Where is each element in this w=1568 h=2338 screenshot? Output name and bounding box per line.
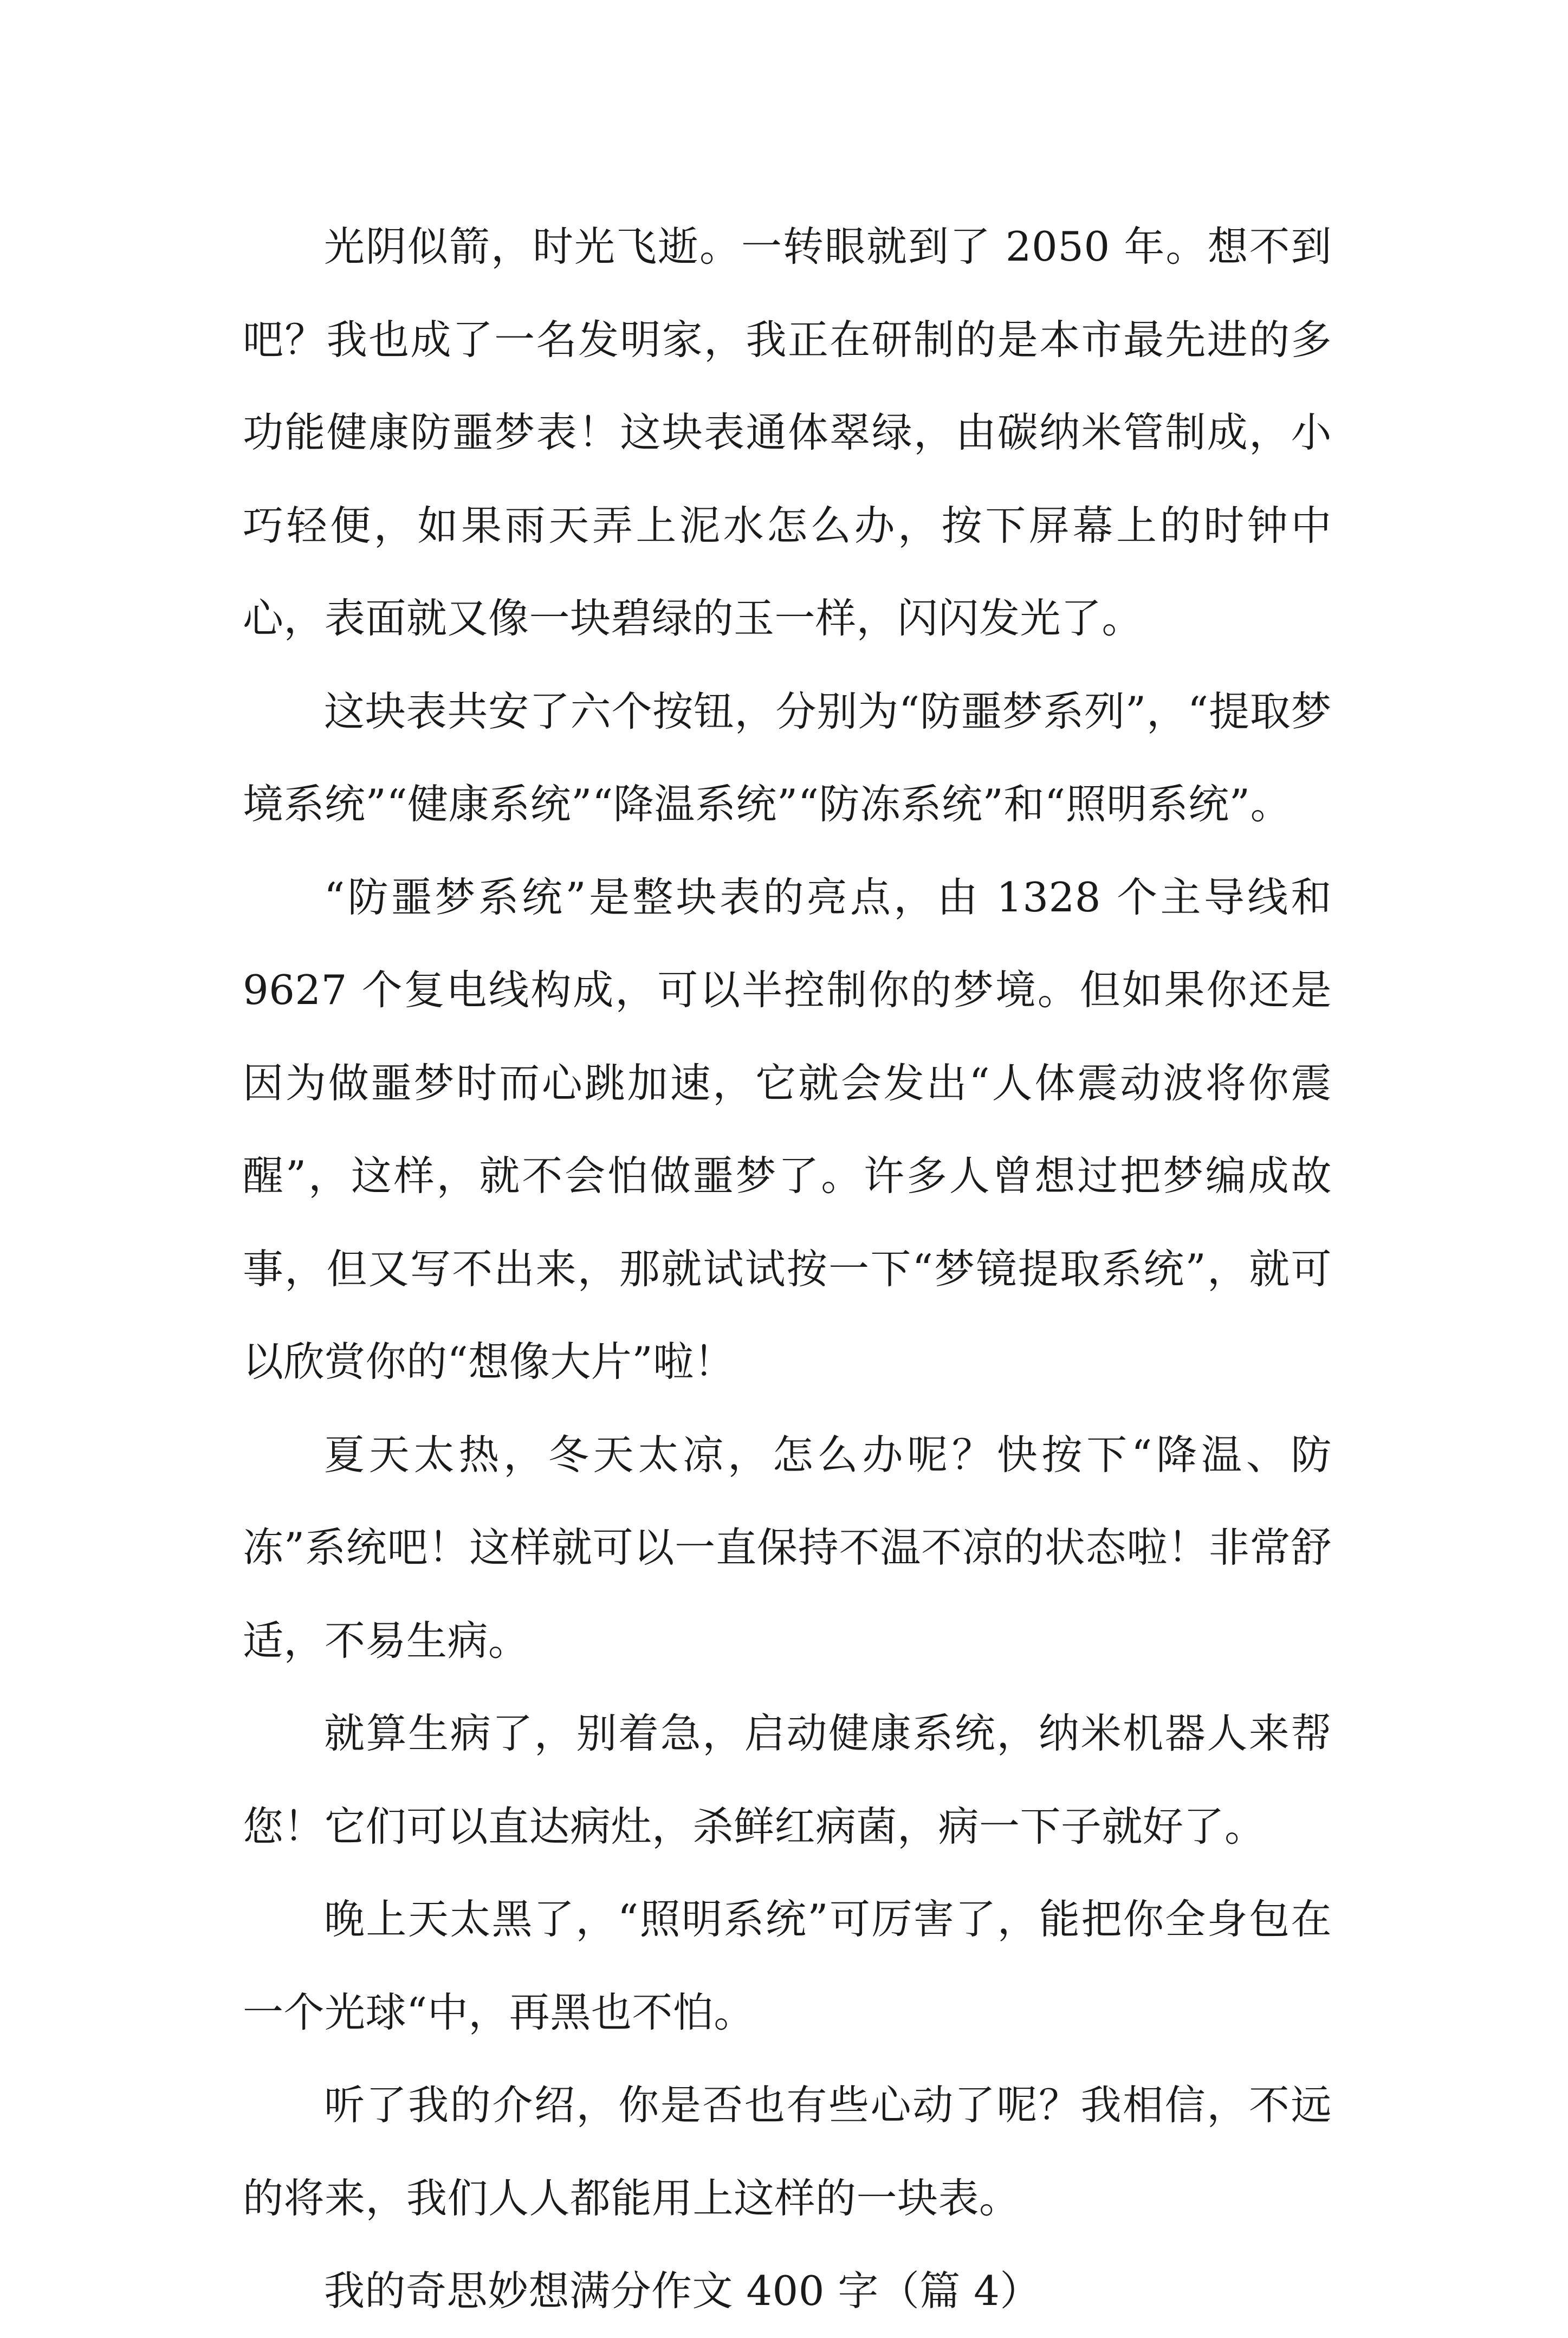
paragraph-5: 就算生病了，别着急，启动健康系统，纳米机器人来帮您！它们可以直达病灶，杀鲜红病菌，病一下子就好了。 <box>243 1709 1332 1850</box>
paragraph-6: 晚上天太黑了，“照明系统”可厉害了，能把你全身包在一个光球“中，再黑也不怕。 <box>243 1895 1332 2036</box>
paragraph-1: 光阴似箭，时光飞逝。一转眼就到了 2050 年。想不到吧？我也成了一名发明家，我正在研制的是本市最先进的多功能健康防噩梦表！这块表通体翠绿，由碳纳米管制成，小巧轻便，如果雨天弄上泥水怎么办，按下屏幕上的时钟中心，表面就又像一块碧绿的玉一样，闪闪发光了。 <box>243 223 1332 642</box>
section-title: 我的奇思妙想满分作文 400 字（篇 4） <box>324 2267 1041 2315</box>
paragraph-4: 夏天太热，冬天太凉，怎么办呢？快按下“降温、防冻”系统吧！这样就可以一直保持不温不凉的状态啦！非常舒适，不易生病。 <box>243 1430 1332 1665</box>
paragraph-7: 听了我的介绍，你是否也有些心动了呢？我相信，不远的将来，我们人人都能用上这样的一块表。 <box>243 2081 1332 2222</box>
paragraph-2: 这块表共安了六个按钮，分别为“防噩梦系列”，“提取梦境系统”“健康系统”“降温系统”“防冻系统”和“照明系统”。 <box>243 687 1332 828</box>
paragraph-3: “防噩梦系统”是整块表的亮点，由 1328 个主导线和 9627 个复电线构成，可以半控制你的梦境。但如果你还是因为做噩梦时而心跳加速，它就会发出“人体震动波将你震醒”，这样，就不会怕做噩梦了。许多人曾想过把梦编成故事，但又写不出来，那就试试按一下“梦镜提取系统”，就可以欣赏你的“想像大片”啦！ <box>243 873 1332 1385</box>
document-body <box>243 200 1332 2338</box>
